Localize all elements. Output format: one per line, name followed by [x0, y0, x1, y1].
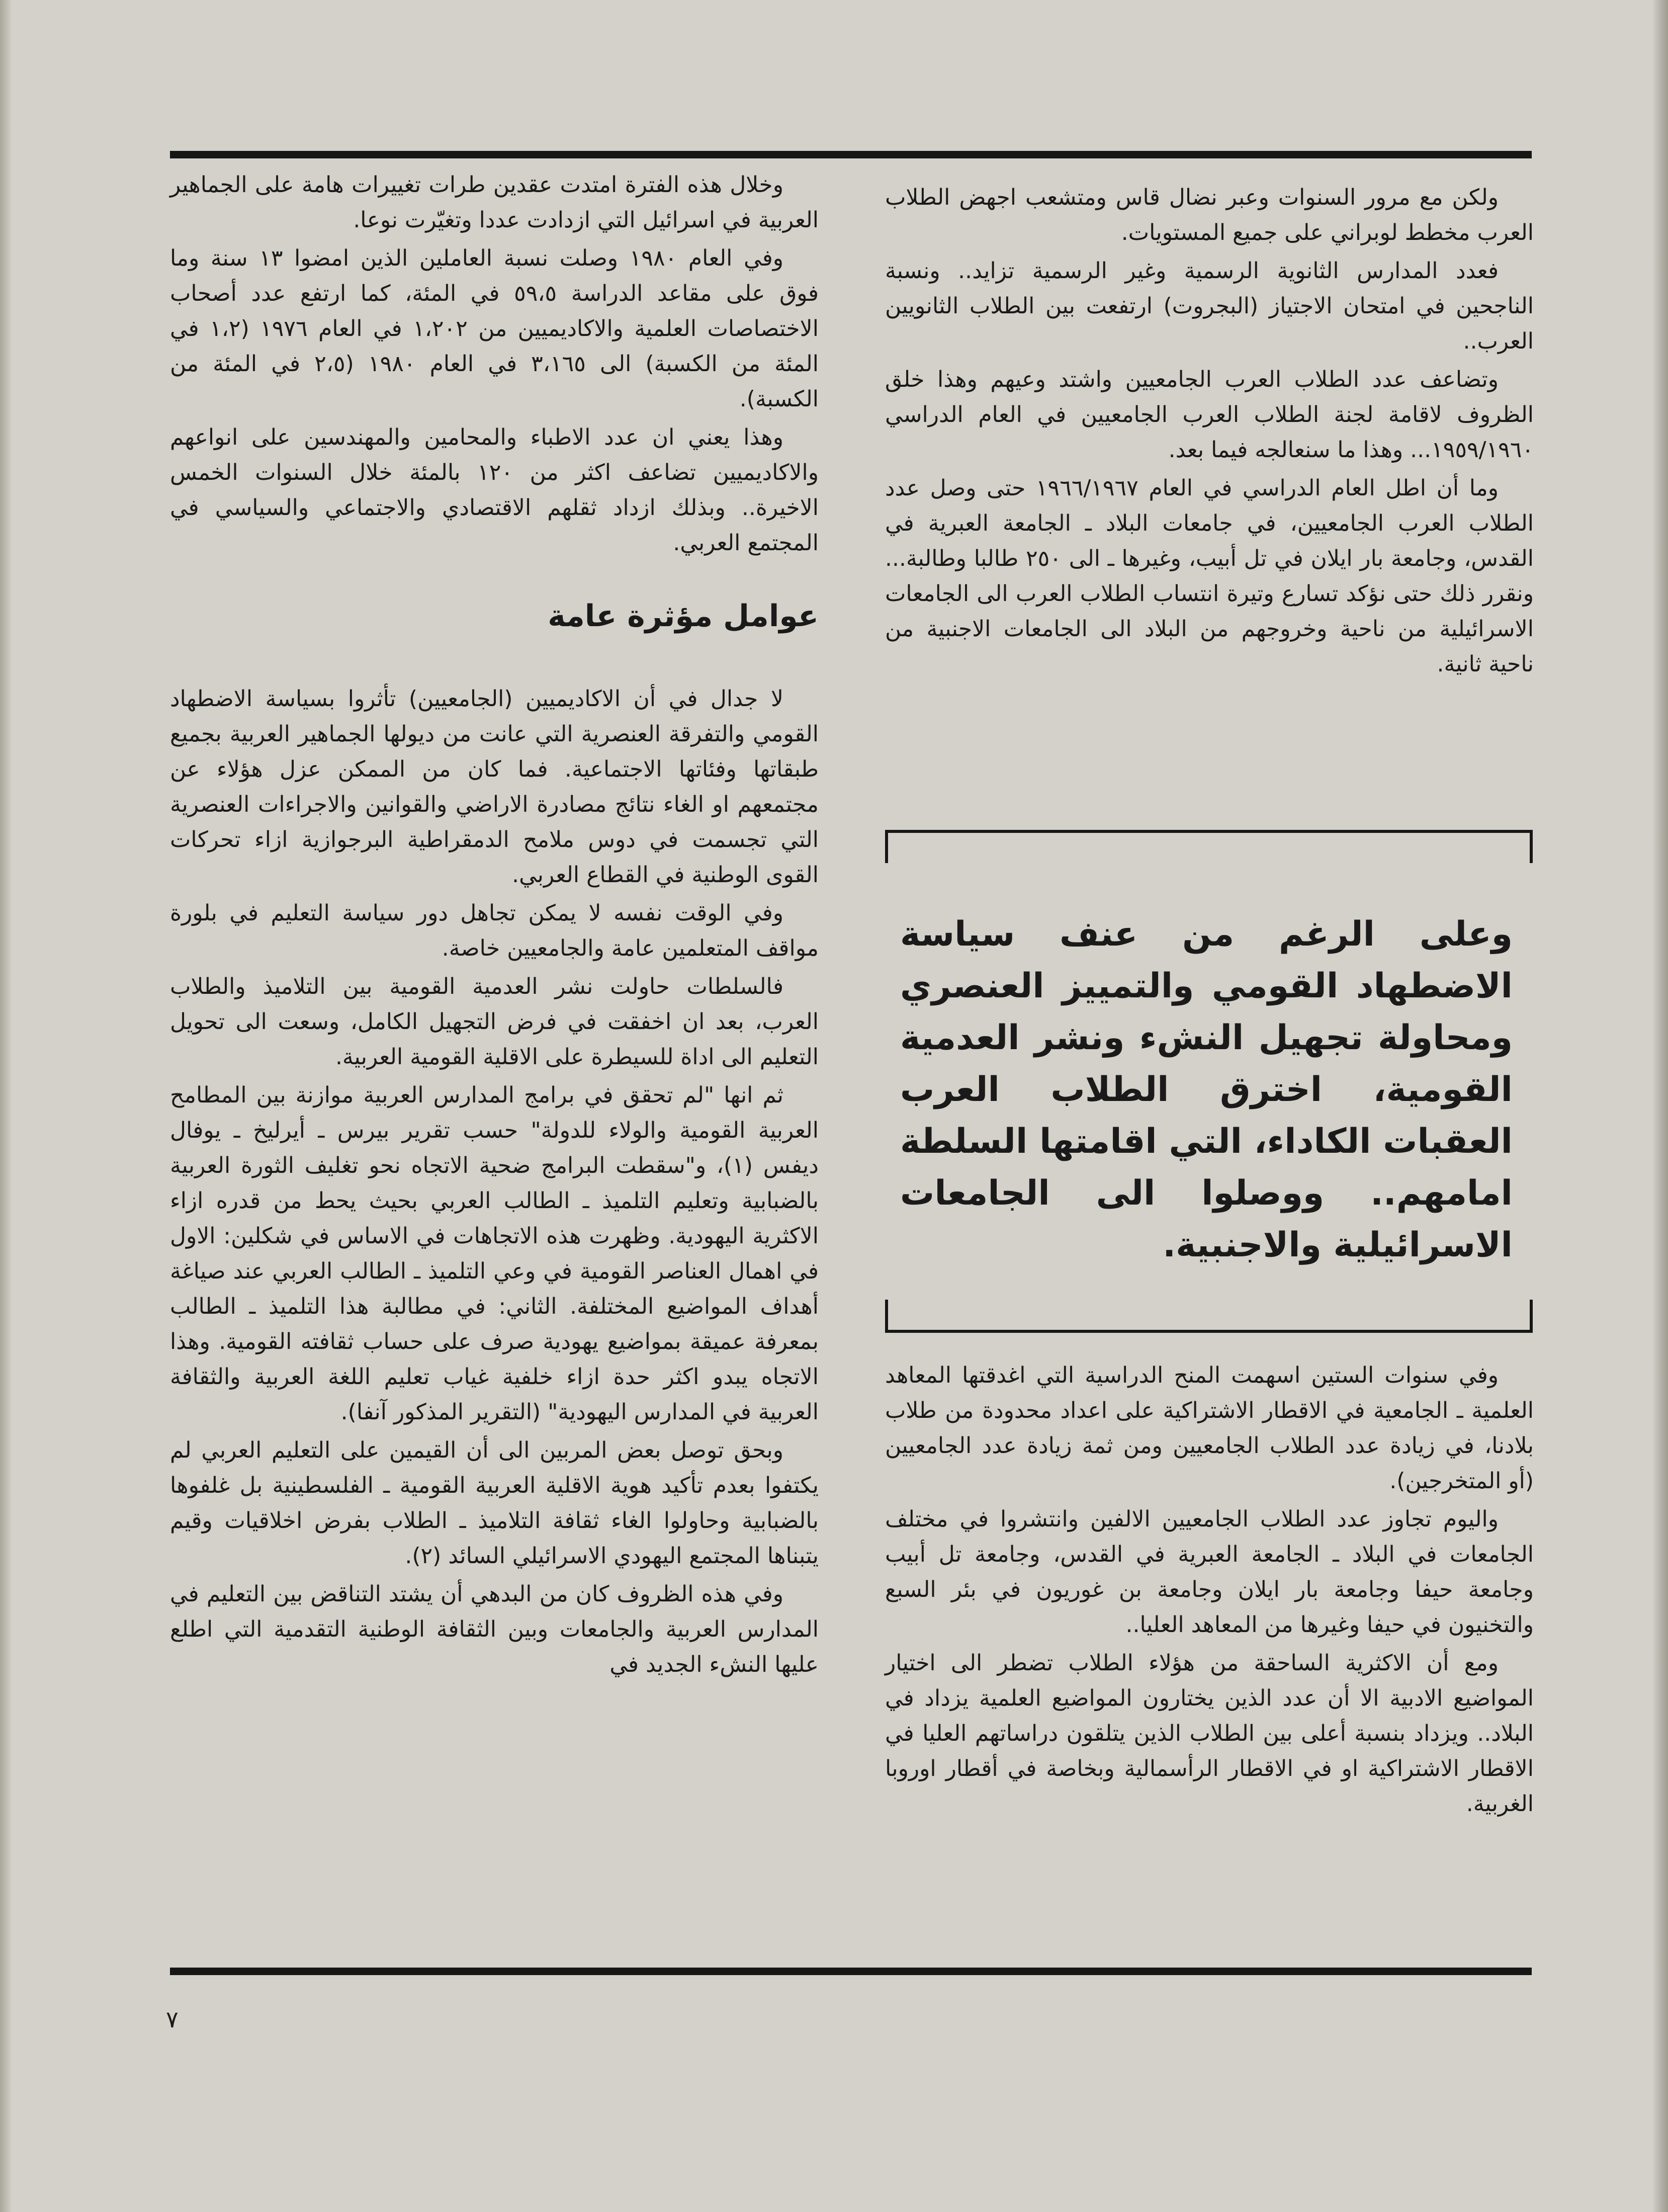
bottom-rule [170, 1968, 1532, 1975]
pull-quote-box [885, 830, 1533, 1333]
page-edge-right [1653, 0, 1668, 2212]
pull-quote-text: وعلى الرغم من عنف سياسة الاضطهاد القومي والتمييز العنصري ومحاولة تجهيل النشء ونشر العدمية القومية، اخترق الطلاب العرب العقبات الكاداء، التي اقامتها السلطة امامهم.. ووصلوا الى الجامعات الاسرائيلية والاجنبية. [900, 914, 1513, 1265]
page-number: ٧ [166, 2006, 179, 2033]
right-column-bottom [885, 1358, 1534, 1825]
paragraph: وما أن اطل العام الدراسي في العام ١٩٦٦/١٩٦٧ حتى وصل عدد الطلاب العرب الجامعيين، في جامعات البلاد ـ الجامعة العبرية في القدس، وجامعة بار ايلان في تل أبيب، وغيرها ـ الى ٢٥٠ طالبا وطالبة... ونقرر ذلك حتى نؤكد تسارع وتيرة انتساب الطلاب العرب الى الجامعات الاسرائيلية من ناحية وخروجهم من البلاد الى الجامعات الاجنبية من ناحية ثانية. [885, 475, 1534, 677]
paragraph: فالسلطات حاولت نشر العدمية القومية بين التلاميذ والطلاب العرب، بعد ان اخفقت في فرض التجهيل الكامل، وسعت الى تحويل التعليم الى اداة للسيطرة على الاقلية القومية العربية. [170, 974, 819, 1070]
paragraph: ثم انها "لم تحقق في برامج المدارس العربية موازنة بين المطامح العربية القومية والولاء للدولة" حسب تقرير بيرس ـ أيرليخ ـ يوفال ديفس (١)، و"سقطت البرامج ضحية الاتجاه نحو تغليف الثورة العربية بالضبابية وتعليم التلميذ ـ الطالب العربي بحيث يحط من قدره ازاء الاكثرية اليهودية. وظهرت هذه الاتجاهات في الاساس في شكلين: الاول في اهمال العناصر القومية في وعي التلميذ ـ الطالب العربي عند صياغة أهداف المواضيع المختلفة. الثاني: في مطالبة هذا التلميذ ـ الطالب بمعرفة عميقة بمواضيع يهودية صرف على حساب ثقافته القومية. وهذا الاتجاه يبدو اكثر حدة ازاء خلفية غياب تعليم اللغة العربية والثقافة العربية في المدارس اليهودية" (التقرير المذكور آنفا). [170, 1082, 819, 1425]
paragraph: وفي هذه الظروف كان من البدهي أن يشتد التناقض بين التعليم في المدارس العربية والجامعات وبين الثقافة الوطنية التقدمية التي اطلع عليها النشء الجديد في [170, 1581, 819, 1677]
page-edge-left [0, 0, 11, 2212]
bracket-corner [1530, 833, 1533, 863]
bracket-corner [885, 1300, 888, 1330]
left-column [170, 167, 819, 1685]
bracket-corner [885, 833, 888, 863]
paragraph: وفي سنوات الستين اسهمت المنح الدراسية التي اغدقتها المعاهد العلمية ـ الجامعية في الاقطار الاشتراكية على اعداد محدودة من طلاب بلادنا، في زيادة عدد الطلاب الجامعيين ومن ثمة زيادة عدد الجامعيين (أو المتخرجين). [885, 1363, 1534, 1494]
paragraph: لا جدال في أن الاكاديميين (الجامعيين) تأثروا بسياسة الاضطهاد القومي والتفرقة العنصرية التي عانت من ديولها الجماهير العربية بجميع طبقاتها وفئاتها الاجتماعية. فما كان من الممكن عزل هؤلاء عن مجتمعهم او الغاء نتائج مصادرة الاراضي والقوانين والاجراءات العنصرية التي تجسمت في دوس ملامح الدمقراطية البرجوازية ازاء تحركات القوى الوطنية في القطاع العربي. [170, 686, 819, 888]
paragraph: وفي العام ١٩٨٠ وصلت نسبة العاملين الذين امضوا ١٣ سنة وما فوق على مقاعد الدراسة ٥٩،٥ في المئة، كما ارتفع عدد أصحاب الاختصاصات العلمية والاكاديميين من ١،٢٠٢ في العام ١٩٧٦ (١،٢ في المئة من الكسبة) الى ٣،١٦٥ في العام ١٩٨٠ (٢،٥ في المئة من الكسبة). [170, 245, 819, 412]
paragraph: ومع أن الاكثرية الساحقة من هؤلاء الطلاب تضطر الى اختيار المواضيع الادبية الا أن عدد الذين يختارون المواضيع العلمية يزداد في البلاد.. ويزداد بنسبة أعلى بين الطلاب الذين يتلقون دراساتهم العليا في الاقطار الاشتراكية او في الاقطار الرأسمالية وبخاصة في أقطار اوروبا الغربية. [885, 1650, 1534, 1817]
paragraph: وتضاعف عدد الطلاب العرب الجامعيين واشتد وعيهم وهذا خلق الظروف لاقامة لجنة الطلاب العرب الجامعيين في العام الدراسي ١٩٥٩/١٩٦٠... وهذا ما سنعالجه فيما بعد. [885, 367, 1534, 463]
paragraph: واليوم تجاوز عدد الطلاب الجامعيين الالفين وانتشروا في مختلف الجامعات في البلاد ـ الجامعة العبرية في القدس، وجامعة تل أبيب وجامعة حيفا وجامعة بار ايلان وجامعة بن غوريون في بئر السبع والتخنيون في حيفا وغيرها من المعاهد العليا.. [885, 1506, 1534, 1638]
paragraph: وفي الوقت نفسه لا يمكن تجاهل دور سياسة التعليم في بلورة مواقف المتعلمين عامة والجامعيين خاصة. [170, 900, 819, 961]
right-column-top [885, 180, 1534, 685]
bracket-corner [1530, 1300, 1533, 1330]
paragraph: وخلال هذه الفترة امتدت عقدين طرات تغييرات هامة على الجماهير العربية في اسرائيل التي ازدادت عددا وتغيّرت نوعا. [170, 172, 819, 233]
section-heading: عوامل مؤثرة عامة [548, 599, 819, 634]
paragraph: وهذا يعني ان عدد الاطباء والمحامين والمهندسين على انواعهم والاكاديميين تضاعف اكثر من ١٢٠ بالمئة خلال السنوات الخمس الاخيرة.. وبذلك ازداد ثقلهم الاقتصادي والاجتماعي والسياسي في المجتمع العربي. [170, 424, 819, 556]
paragraph: فعدد المدارس الثانوية الرسمية وغير الرسمية تزايد.. ونسبة الناجحين في امتحان الاجتياز (البجروت) ارتفعت بين الطلاب الثانويين العرب.. [885, 258, 1534, 354]
top-rule [170, 151, 1532, 158]
paragraph: وبحق توصل بعض المربين الى أن القيمين على التعليم العربي لم يكتفوا بعدم تأكيد هوية الاقلية العربية القومية ـ الفلسطينية بل غلفوها بالضبابية وحاولوا الغاء ثقافة التلاميذ ـ الطلاب بفرض اخلاقيات وقيم يتبناها المجتمع اليهودي الاسرائيلي السائد (٢). [170, 1437, 819, 1569]
paragraph: ولكن مع مرور السنوات وعبر نضال قاس ومتشعب اجهض الطلاب العرب مخطط لوبراني على جميع المستويات. [885, 185, 1534, 245]
